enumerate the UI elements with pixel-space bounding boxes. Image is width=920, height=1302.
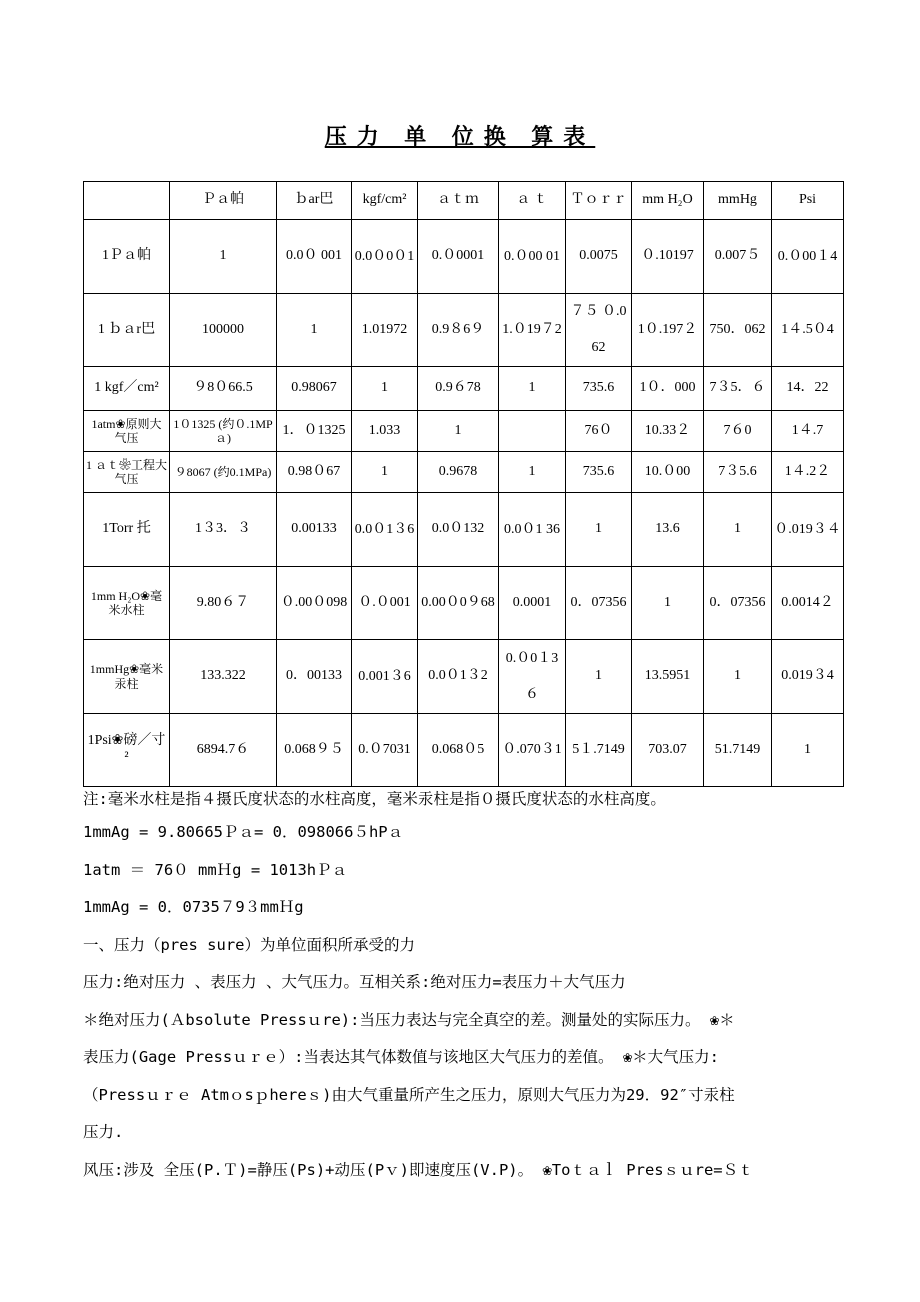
table-cell: 0.019３4: [772, 640, 844, 714]
note-line: 压力.: [83, 1123, 124, 1141]
table-cell: 0.０00 01: [499, 220, 566, 294]
table-cell: 0.0０1３2: [418, 640, 499, 714]
title-text: 压力 单 位换 算表: [324, 124, 596, 149]
table-cell: 9.80６７: [170, 567, 277, 640]
table-cell: 0.0０ 001: [277, 220, 352, 294]
table-row: [84, 493, 844, 567]
header-cell: Ｐａ帕: [170, 182, 277, 220]
table-cell: 0.0０0０1: [352, 220, 418, 294]
table-cell: 1０.197２: [632, 294, 704, 367]
document-title: [0, 120, 920, 151]
note-line: （Pressｕｒｅ Atmｏsｐhereｓ)由大气重量所产生之压力，原则大气压力为29．92″寸汞柱: [83, 1085, 735, 1104]
row-header: 1Psi❀磅／寸²: [84, 714, 170, 787]
row-header: 1 ｂａr巴: [84, 294, 170, 367]
table-cell: ０.10197: [632, 220, 704, 294]
table-cell: 1: [352, 452, 418, 493]
table-cell: 0.9８6９: [418, 294, 499, 367]
table-cell: 0.0０132: [418, 493, 499, 567]
table-cell: 1.01972: [352, 294, 418, 367]
notes-section: [83, 784, 853, 1189]
table-cell: 10.０00: [632, 452, 704, 493]
note-line: 注:毫米水柱是指４摄氏度状态的水柱高度，毫米汞柱是指０摄氏度状态的水柱高度。: [83, 790, 666, 808]
table-cell: 0.０00１4: [772, 220, 844, 294]
table-cell: 1．０1325: [277, 411, 352, 452]
table-cell: 0.068０5: [418, 714, 499, 787]
table-cell: 0.0075: [566, 220, 632, 294]
table-cell: 10.33２: [632, 411, 704, 452]
table-cell: 0.00133: [277, 493, 352, 567]
table-cell: 0.9６78: [418, 367, 499, 411]
table-cell: 735.6: [566, 452, 632, 493]
header-cell: mm H₂O: [632, 182, 704, 220]
table-cell: 703.07: [632, 714, 704, 787]
table-cell: 1: [170, 220, 277, 294]
table-cell: 6894.7６: [170, 714, 277, 787]
row-header: 1 kgf／cm²: [84, 367, 170, 411]
table-cell: 0.9678: [418, 452, 499, 493]
table-cell: 51.7149: [704, 714, 772, 787]
table-cell: 1: [499, 452, 566, 493]
table-cell: 1: [499, 367, 566, 411]
header-cell: kgf/cm²: [352, 182, 418, 220]
table-header-row: [84, 182, 844, 220]
table-cell: 0.98０67: [277, 452, 352, 493]
row-header: 1atm❀原则大气压: [84, 411, 170, 452]
table-cell: 1０1325 (约０.1MPａ): [170, 411, 277, 452]
table-cell: 1３3．３: [170, 493, 277, 567]
pressure-conversion-table: [83, 181, 844, 787]
table-cell: 750．062: [704, 294, 772, 367]
table-cell: 1: [418, 411, 499, 452]
note-line: 一、压力（pres sure）为单位面积所承受的力: [83, 935, 415, 954]
table-row: [84, 640, 844, 714]
header-cell: Ｔｏｒｒ: [566, 182, 632, 220]
table-cell: 0．00133: [277, 640, 352, 714]
table-cell: 1: [566, 640, 632, 714]
table-cell: 1: [277, 294, 352, 367]
row-header: 1mm H₂O❀毫米水柱: [84, 567, 170, 640]
row-header: 1 ａｔ❀工程大气压: [84, 452, 170, 493]
table-cell: 1.０19７2: [499, 294, 566, 367]
header-cell: Psi: [772, 182, 844, 220]
table-row: [84, 452, 844, 493]
table-row: [84, 714, 844, 787]
table-cell: ０.０001: [352, 567, 418, 640]
note-line: ＊绝对压力(Ａbsolute Pressｕre):当压力表达与完全真空的差。测量处的实际压力。 ❀＊: [83, 1010, 735, 1029]
table-cell: [499, 411, 566, 452]
table-cell: 0.0001: [499, 567, 566, 640]
table-row: [84, 411, 844, 452]
table-cell: 1: [566, 493, 632, 567]
row-header: 1Torr 托: [84, 493, 170, 567]
table-cell: 0.０0001: [418, 220, 499, 294]
table-cell: 1: [772, 714, 844, 787]
table-cell: ９8067 (约0.1MPa): [170, 452, 277, 493]
table-cell: 1: [704, 640, 772, 714]
note-line: 1mmAg = 9.80665Ｐａ= 0．098066５hPａ: [83, 823, 404, 841]
row-header: 1Ｐａ帕: [84, 220, 170, 294]
header-cell: mmHg: [704, 182, 772, 220]
table-row: [84, 294, 844, 367]
table-cell: 0.０7031: [352, 714, 418, 787]
table-cell: 7３5．６: [704, 367, 772, 411]
row-header: 1mmHg❀毫米汞柱: [84, 640, 170, 714]
note-line: 风压:涉及 全压(P.Ｔ)=静压(Ps)+动压(Pｖ)即速度压(V.P)。 ❀Toｔａｌ Presｓｕre=Ｓｔ: [83, 1160, 754, 1179]
table-cell: 0.98067: [277, 367, 352, 411]
table-row: [84, 567, 844, 640]
table-cell: ０.00０098: [277, 567, 352, 640]
table-cell: 1: [632, 567, 704, 640]
table-cell: 100000: [170, 294, 277, 367]
table-cell: 1４.2２: [772, 452, 844, 493]
table-cell: 1: [352, 367, 418, 411]
table-cell: 13.6: [632, 493, 704, 567]
table-cell: 0.０0１3６: [499, 640, 566, 714]
table-row: [84, 220, 844, 294]
table-cell: 7６0: [704, 411, 772, 452]
table-cell: ０.070３1: [499, 714, 566, 787]
note-line: 1atm ＝ 76０ mmＨg = 1013hＰａ: [83, 860, 348, 879]
table-cell: 0.00０0９68: [418, 567, 499, 640]
table-cell: 0.007５: [704, 220, 772, 294]
header-cell: ａｔｍ: [418, 182, 499, 220]
table-cell: 1４.5０4: [772, 294, 844, 367]
header-cell: ａ ｔ: [499, 182, 566, 220]
header-cell: [84, 182, 170, 220]
table-cell: 0.0０1３6: [352, 493, 418, 567]
table-cell: 0．07356: [566, 567, 632, 640]
table-cell: 76０: [566, 411, 632, 452]
table-cell: 13.5951: [632, 640, 704, 714]
table-cell: 14．22: [772, 367, 844, 411]
table-cell: 1: [704, 493, 772, 567]
table-cell: ９8０66.5: [170, 367, 277, 411]
table-cell: 7３5.6: [704, 452, 772, 493]
note-line: 压力:绝对压力 、表压力 、大气压力。互相关系:绝对压力=表压力＋大气压力: [83, 973, 626, 991]
note-line: 1mmAg = 0．0735７9３mmＨg: [83, 898, 304, 916]
table-cell: 735.6: [566, 367, 632, 411]
table-cell: 1４.7: [772, 411, 844, 452]
table-cell: 1０．000: [632, 367, 704, 411]
table-cell: ０.019３４: [772, 493, 844, 567]
table-cell: 0.0014２: [772, 567, 844, 640]
table-cell: 133.322: [170, 640, 277, 714]
table-cell: ７５ ０.062: [566, 294, 632, 367]
table-row: [84, 367, 844, 411]
table-cell: 0.0０1 36: [499, 493, 566, 567]
table-cell: 0.068９５: [277, 714, 352, 787]
table-cell: 0．07356: [704, 567, 772, 640]
table-cell: 1.033: [352, 411, 418, 452]
note-line: 表压力(Gage Pressｕｒｅ）:当表达其气体数值与该地区大气压力的差值。 ❀＊大气压力:: [83, 1048, 719, 1066]
table-cell: 5１.7149: [566, 714, 632, 787]
table-cell: 0.001３6: [352, 640, 418, 714]
header-cell: ｂar巴: [277, 182, 352, 220]
